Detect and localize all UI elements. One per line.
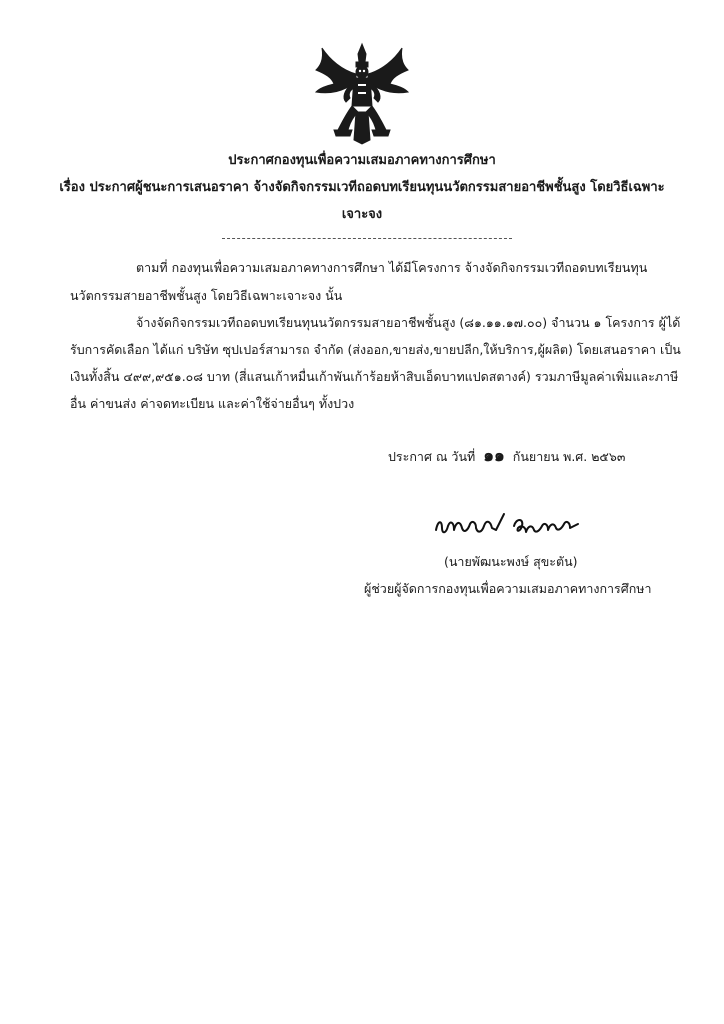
body-line-6: อื่น ค่าขนส่ง ค่าจดทะเบียน และค่าใช้จ่ายอื่นๆ ทั้งปวง bbox=[70, 396, 355, 411]
signer-title: ผู้ช่วยผู้จัดการกองทุนเพื่อความเสมอภาคทางการศึกษา bbox=[364, 581, 652, 596]
signer-name: (นายพัฒนะพงษ์ สุขะตัน) bbox=[444, 554, 578, 569]
title-divider bbox=[222, 238, 512, 239]
document-title-line-1: ประกาศกองทุนเพื่อความเสมอภาคทางการศึกษา bbox=[228, 153, 496, 168]
document-title-line-2: เรื่อง ประกาศผู้ชนะการเสนอราคา จ้างจัดกิจกรรมเวทีถอดบทเรียนทุนนวัตกรรมสายอาชีพชั้นสูง โดยวิธีเฉพาะ bbox=[59, 180, 665, 195]
garuda-emblem-icon bbox=[312, 40, 412, 146]
body-line-3: จ้างจัดกิจกรรมเวทีถอดบทเรียนทุนนวัตกรรมสายอาชีพชั้นสูง (๘๑.๑๑.๑๗.๐๐) จำนวน ๑ โครงการ ผู้ได้ bbox=[136, 315, 681, 330]
body-line-2: นวัตกรรมสายอาชีพชั้นสูง โดยวิธีเฉพาะเจาะจง นั้น bbox=[70, 288, 343, 303]
announcement-date bbox=[388, 447, 625, 466]
body-line-4: รับการคัดเลือก ได้แก่ บริษัท ซุปเปอร์สามารถ จำกัด (ส่งออก,ขายส่ง,ขายปลีก,ให้บริการ,ผู้ผลิต) โดยเสนอราคา เป็น bbox=[70, 342, 681, 357]
date-suffix: กันยายน พ.ศ. ๒๕๖๓ bbox=[512, 449, 626, 464]
date-day: ๑๑ bbox=[483, 446, 505, 466]
body-line-1: ตามที่ กองทุนเพื่อความเสมอภาคทางการศึกษา ได้มีโครงการ จ้างจัดกิจกรรมเวทีถอดบทเรียนทุน bbox=[136, 260, 648, 275]
body-line-5: เงินทั้งสิ้น ๔๙๙,๙๕๑.๐๘ บาท (สี่แสนเก้าหมื่นเก้าพันเก้าร้อยห้าสิบเอ็ดบาทแปดสตางค์) รวมภาษีมูลค่าเพิ่มและภาษี bbox=[70, 369, 679, 384]
handwritten-signature bbox=[430, 508, 590, 542]
date-prefix: ประกาศ ณ วันที่ bbox=[388, 449, 476, 464]
document-title-line-3: เจาะจง bbox=[341, 207, 383, 222]
